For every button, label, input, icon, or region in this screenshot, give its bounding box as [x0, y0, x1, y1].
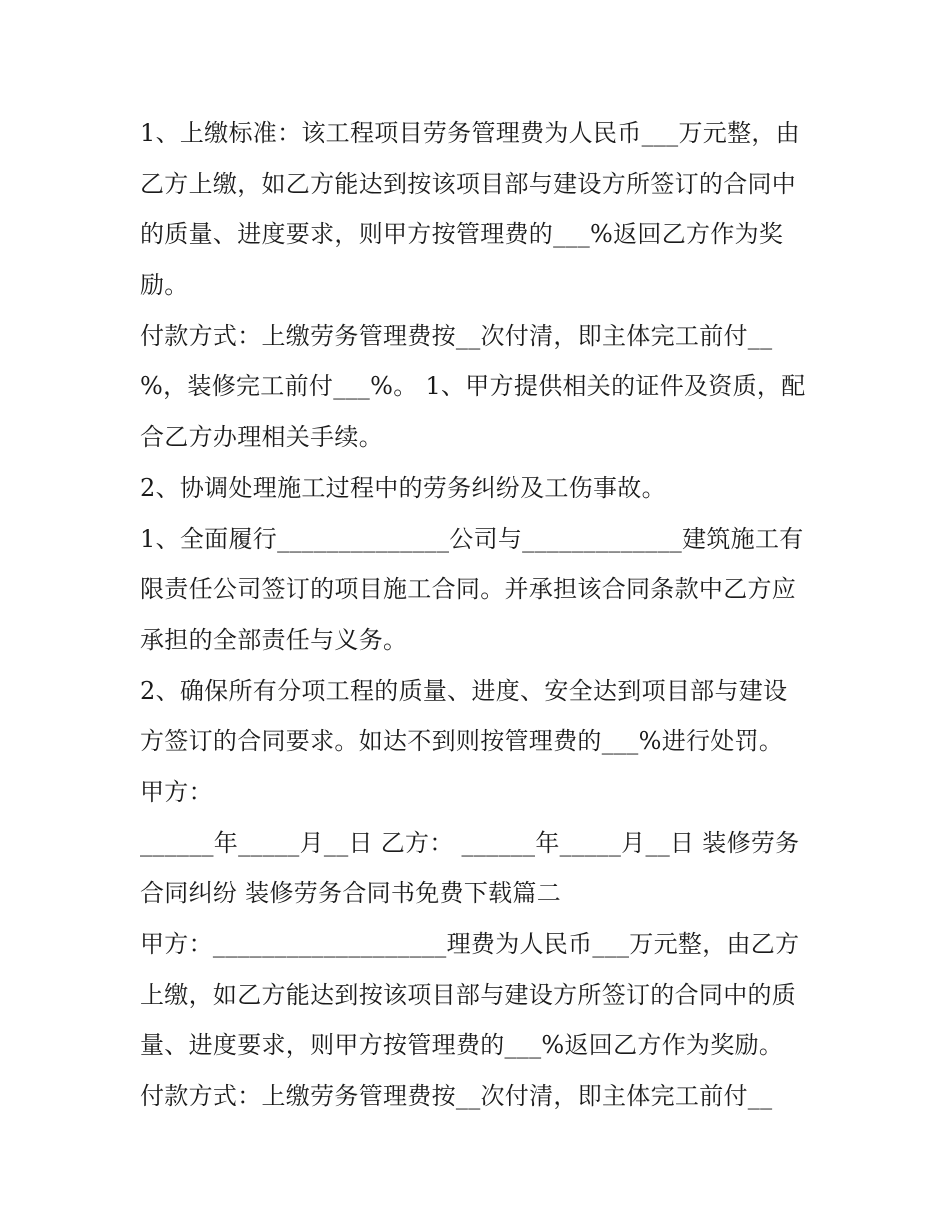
text-line: 合同纠纷 装修劳务合同书免费下载篇二 [140, 879, 562, 908]
text-line: 乙方上缴，如乙方能达到按该项目部与建设方所签订的合同中 [140, 169, 797, 198]
text-line: 甲方： [140, 777, 213, 806]
document-body [140, 108, 820, 1122]
text-line: %，装修完工前付___%。 1、甲方提供相关的证件及资质，配 [140, 372, 806, 401]
text-line: 上缴，如乙方能达到按该项目部与建设方所签订的合同中的质 [140, 980, 797, 1009]
text-line: 励。 [140, 271, 189, 300]
text-line: ______年_____月__日 乙方： ______年_____月__日 装修劳务 [140, 828, 800, 857]
text-line: 合乙方办理相关手续。 [140, 423, 383, 452]
text-line: 付款方式：上缴劳务管理费按__次付清，即主体完工前付__ [140, 1082, 773, 1111]
text-line: 付款方式：上缴劳务管理费按__次付清，即主体完工前付__ [140, 321, 773, 350]
text-line: 的质量、进度要求，则甲方按管理费的___%返回乙方作为奖 [140, 220, 784, 249]
text-line: 2、确保所有分项工程的质量、进度、安全达到项目部与建设 [140, 676, 788, 705]
text-line: 1、上缴标准：该工程项目劳务管理费为人民币___万元整，由 [140, 119, 800, 147]
text-line: 方签订的合同要求。如达不到则按管理费的___%进行处罚。 [140, 727, 784, 756]
text-line: 量、进度要求，则甲方按管理费的___%返回乙方作为奖励。 [140, 1031, 784, 1060]
text-line: 2、协调处理施工过程中的劳务纠纷及工伤事故。 [140, 473, 666, 502]
text-line: 1、全面履行______________公司与_____________建筑施工有 [140, 524, 804, 553]
text-line: 限责任公司签订的项目施工合同。并承担该合同条款中乙方应 [140, 575, 797, 604]
text-line: 甲方：___________________理费为人民币___万元整，由乙方 [140, 930, 800, 958]
text-line: 承担的全部责任与义务。 [140, 625, 408, 654]
